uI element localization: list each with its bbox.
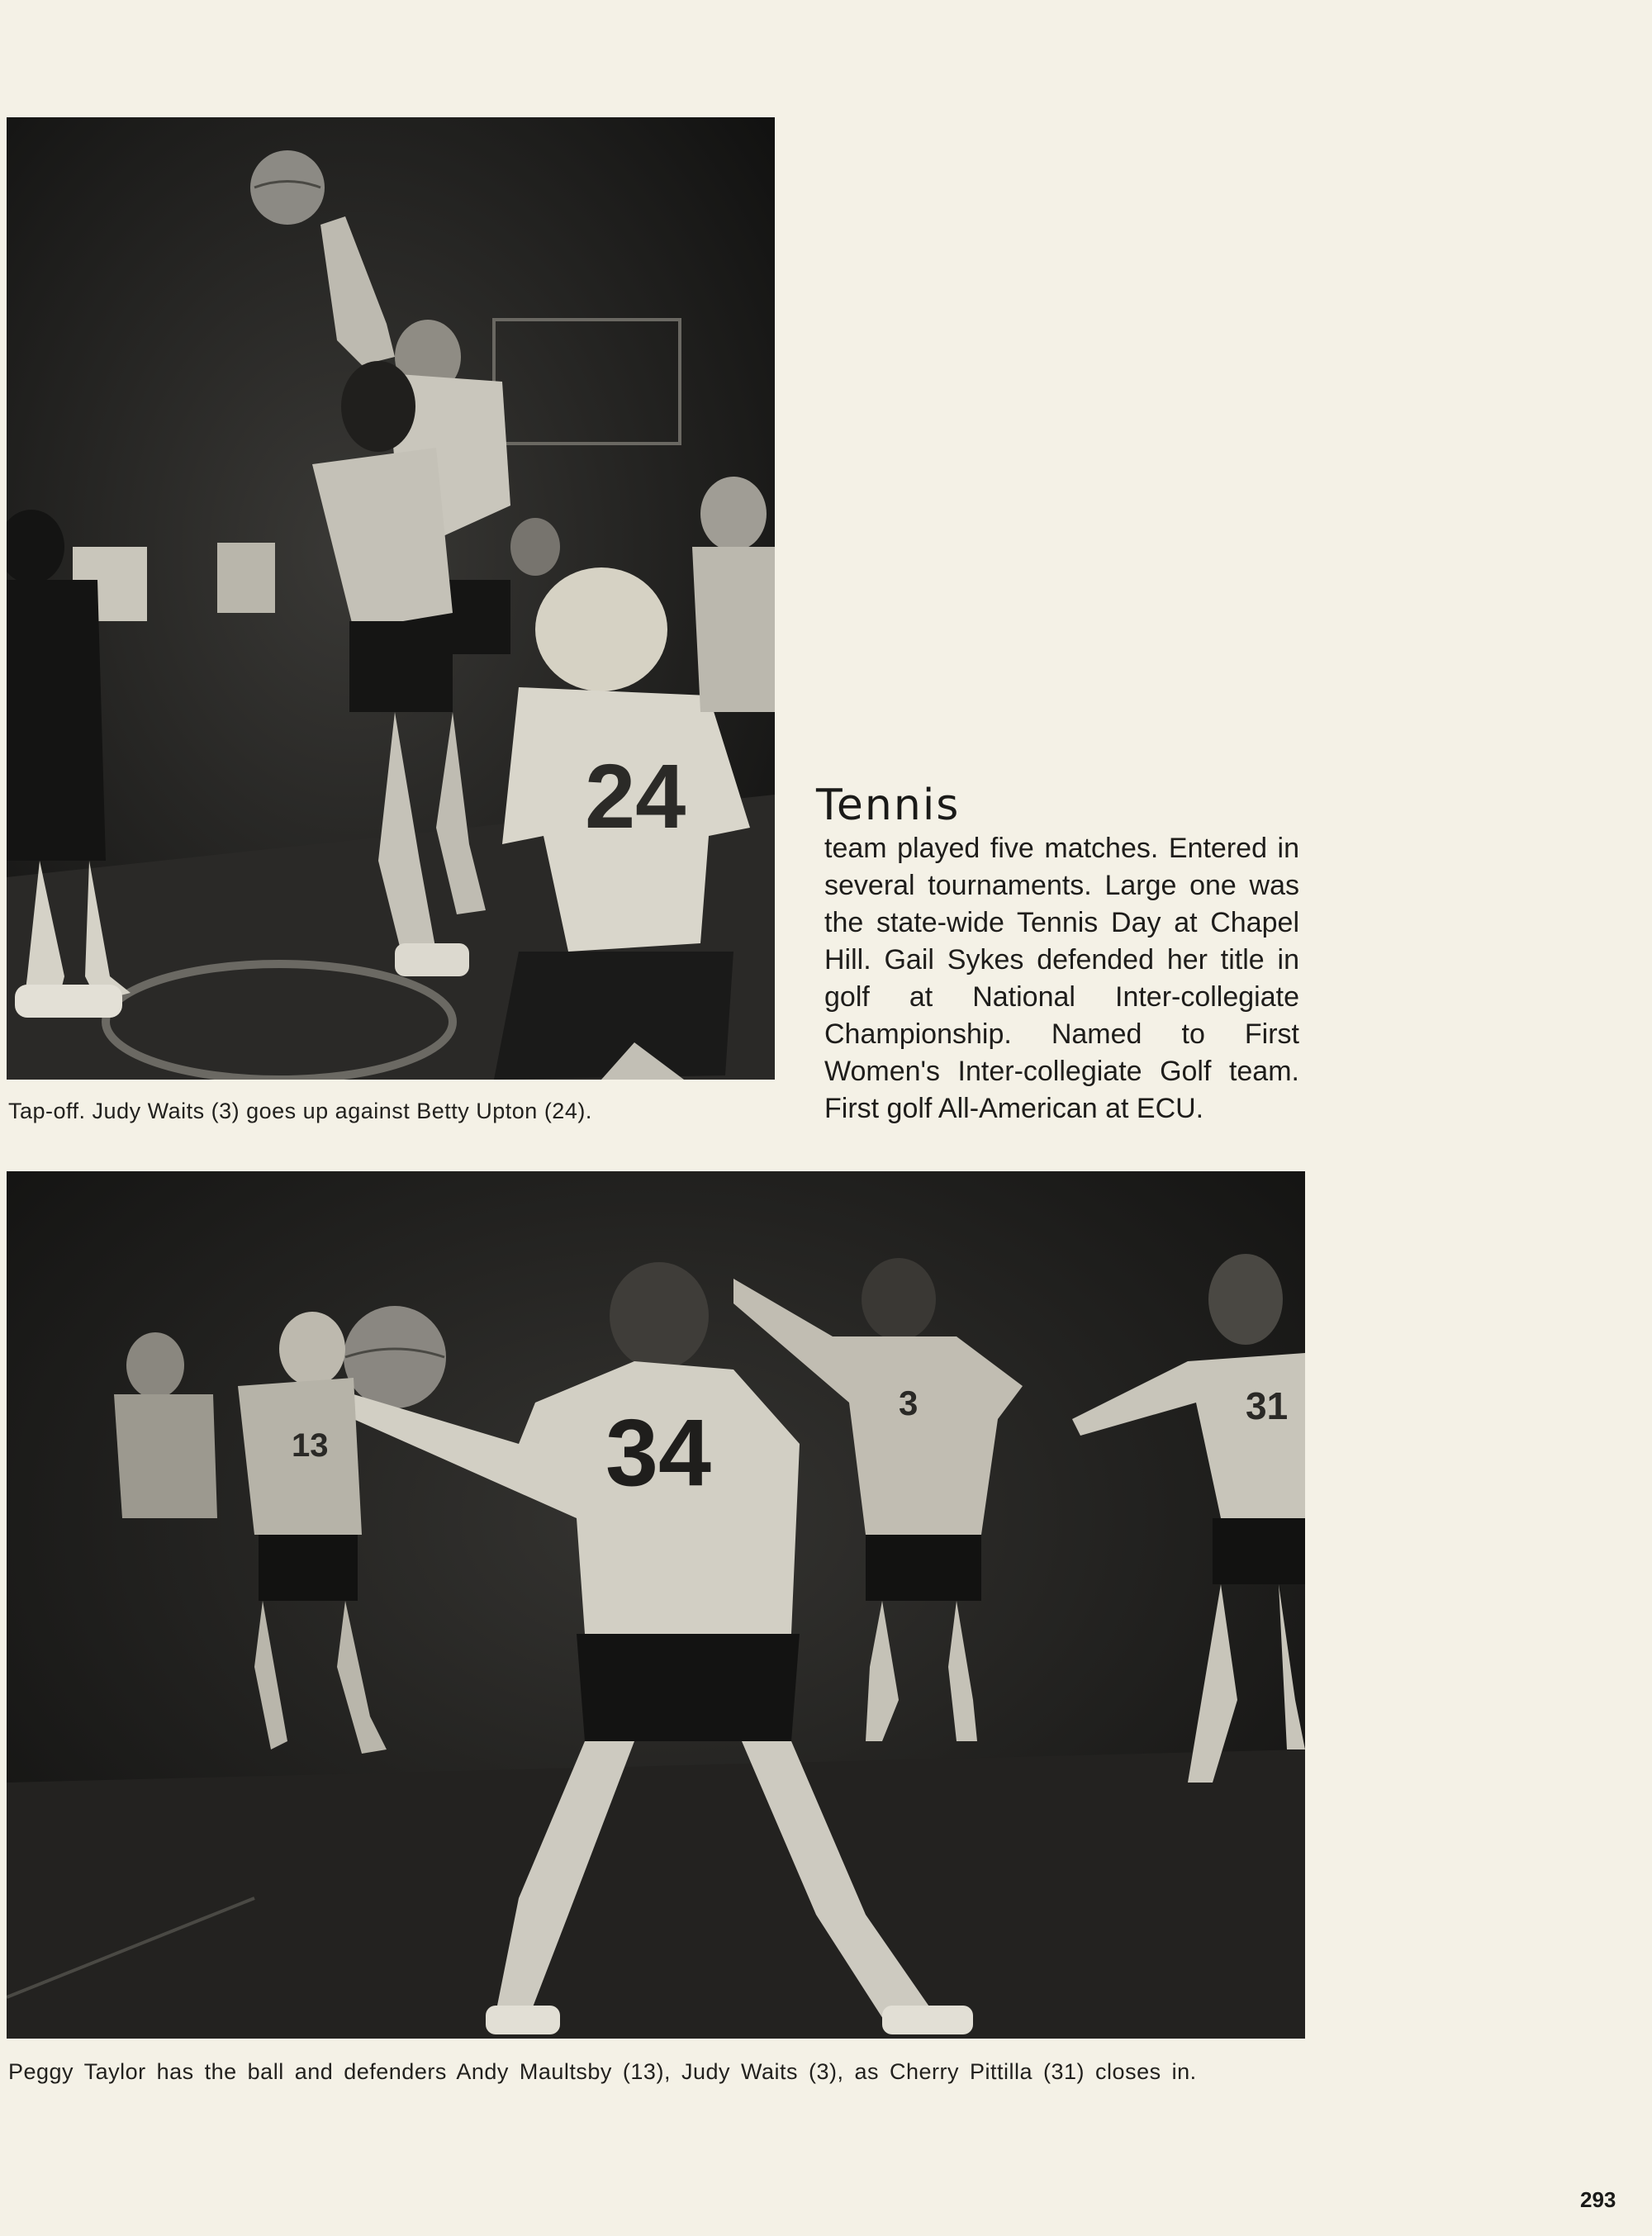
- jersey-number-24: 24: [585, 746, 686, 847]
- basketball-icon: [250, 150, 325, 225]
- photo-caption-top: Tap-off. Judy Waits (3) goes up against Betty Upton (24).: [8, 1099, 592, 1123]
- jersey-number-13: 13: [292, 1427, 329, 1464]
- photo-game-action: [7, 1171, 1305, 2039]
- jersey-number-3: 3: [899, 1384, 919, 1422]
- photo-caption-bottom: Peggy Taylor has the ball and defenders Andy Maultsby (13), Judy Waits (3), as Cherry Pittilla (31) closes in.: [8, 2059, 1197, 2084]
- tap-off-photo-illustration: [7, 117, 775, 1080]
- jersey-number-31: 31: [1246, 1384, 1289, 1427]
- jersey-number-34: 34: [605, 1400, 711, 1506]
- article-heading: Tennis: [816, 781, 961, 830]
- photo-tap-off: [7, 117, 775, 1080]
- basketball-icon: [344, 1306, 446, 1408]
- article-body: team played five matches. Entered in several tournaments. Large one was the state-wide Tennis Day at Chapel Hill. Gail Sykes defended her title in golf at National Inter-collegiate Championship. Named to First Women's Inter-collegiate Golf team. First golf All-American at ECU.: [824, 833, 1299, 1124]
- game-action-photo-illustration: [7, 1171, 1305, 2039]
- page-number: 293: [1580, 2187, 1616, 2212]
